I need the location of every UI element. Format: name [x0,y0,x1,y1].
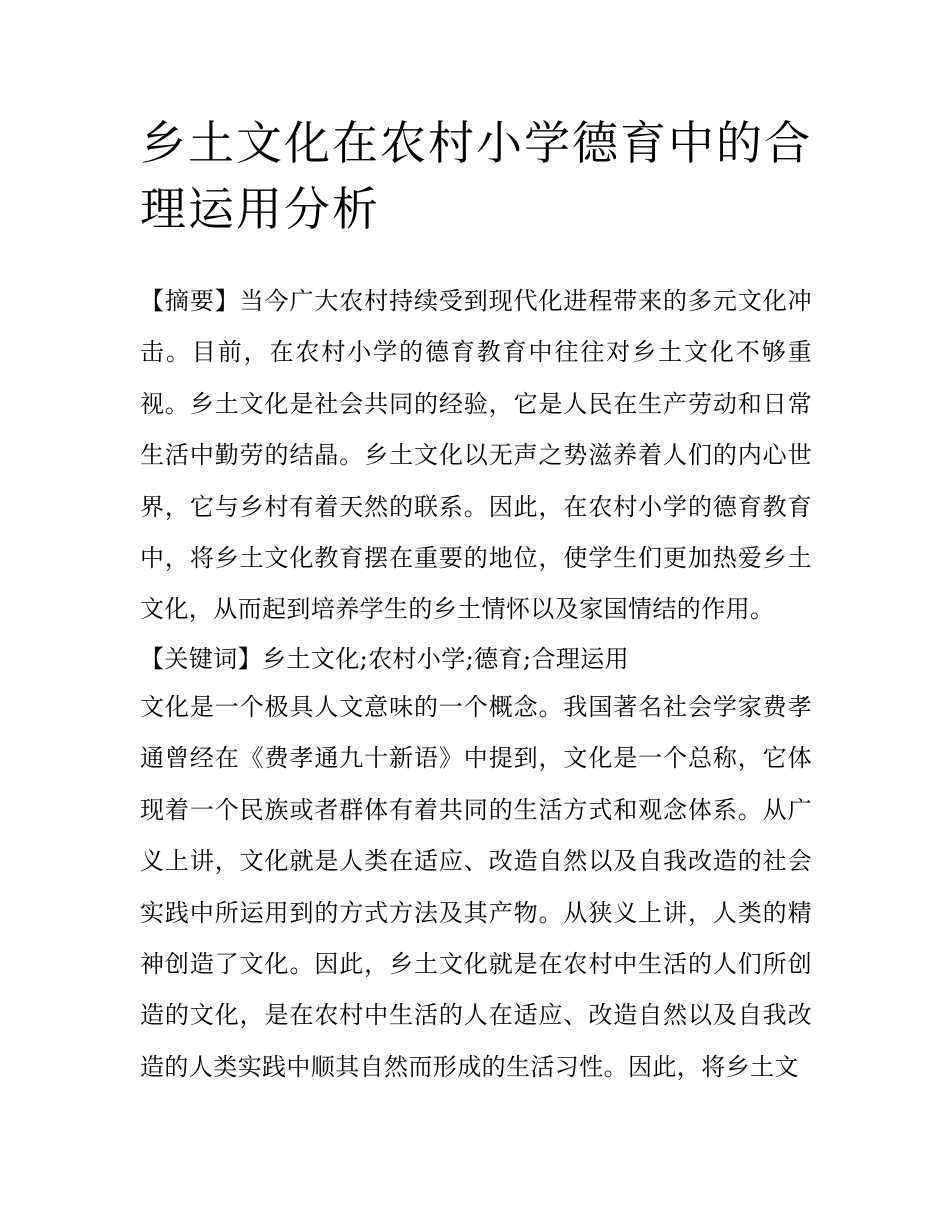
body-paragraph: 文化是一个极具人文意味的一个概念。我国著名社会学家费孝通曾经在《费孝通九十新语》中提到，文化是一个总称，它体现着一个民族或者群体有着共同的生活方式和观念体系。从广义上讲，文化就是人类在适应、改造自然以及自我改造的社会实践中所运用到的方式方法及其产物。从狭义上讲，人类的精神创造了文化。因此，乡土文化就是在农村中生活的人们所创造的文化，是在农村中生活的人在适应、改造自然以及自我改造的人类实践中顺其自然而形成的生活习性。因此，将乡土文 [140,693,812,1081]
abstract-paragraph [140,276,812,636]
abstract-label: 【摘要】 [140,287,240,315]
document-title: 乡土文化在农村小学德育中的合理运用分析 [140,116,812,236]
abstract-text: 当今广大农村持续受到现代化进程带来的多元文化冲击。目前，在农村小学的德育教育中往往对乡土文化不够重视。乡土文化是社会共同的经验，它是人民在生产劳动和日常生活中勤劳的结晶。乡土文化以无声之势滋养着人们的内心世界，它与乡村有着天然的联系。因此，在农村小学的德育教育中，将乡土文化教育摆在重要的地位，使学生们更加热爱乡土文化，从而起到培养学生的乡土情怀以及家国情结的作用。 [140,287,812,624]
keywords-paragraph [140,635,812,683]
document-page [140,0,812,1229]
keywords-label: 【关键词】 [140,645,262,673]
keywords-text: 乡土文化;农村小学;德育;合理运用 [262,645,630,673]
